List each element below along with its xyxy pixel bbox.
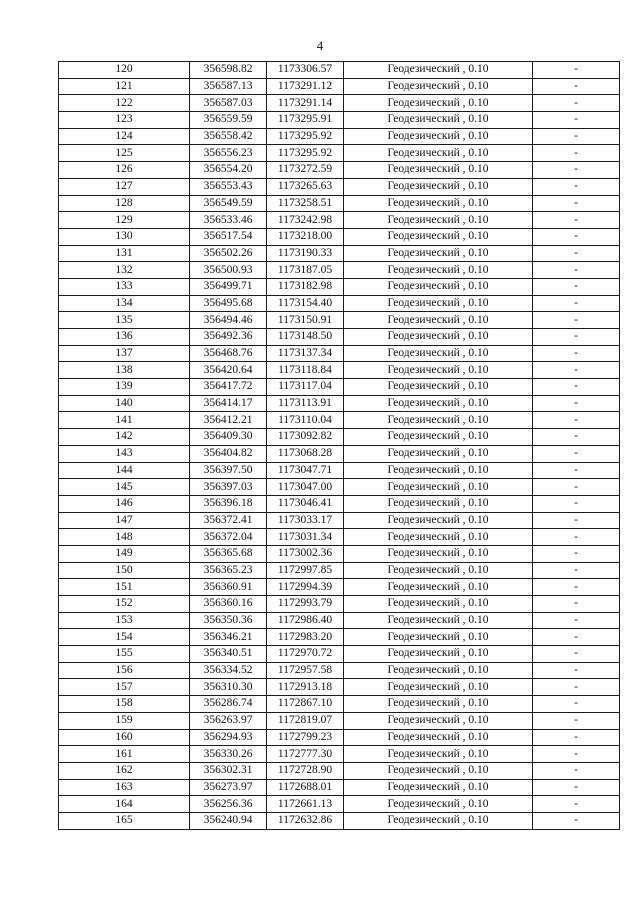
table-row [59, 462, 620, 479]
point-number-cell: 160 [59, 729, 190, 746]
point-description-cell: - [533, 395, 620, 412]
point-description-cell: - [533, 479, 620, 496]
x-coordinate-cell: 356397.03 [190, 479, 267, 496]
method-accuracy-cell: Геодезический , 0.10 [344, 112, 533, 129]
table-row [59, 562, 620, 579]
table-row [59, 646, 620, 663]
point-number-cell: 145 [59, 479, 190, 496]
x-coordinate-cell: 356273.97 [190, 779, 267, 796]
point-number-cell: 125 [59, 145, 190, 162]
point-description-cell: - [533, 295, 620, 312]
point-description-cell: - [533, 62, 620, 79]
table-row [59, 212, 620, 229]
coordinates-table-body [59, 62, 620, 830]
method-accuracy-cell: Геодезический , 0.10 [344, 429, 533, 446]
x-coordinate-cell: 356495.68 [190, 295, 267, 312]
y-coordinate-cell: 1173150.91 [267, 312, 344, 329]
table-row [59, 545, 620, 562]
point-description-cell: - [533, 746, 620, 763]
method-accuracy-cell: Геодезический , 0.10 [344, 662, 533, 679]
x-coordinate-cell: 356397.50 [190, 462, 267, 479]
point-description-cell: - [533, 545, 620, 562]
table-row [59, 312, 620, 329]
y-coordinate-cell: 1173047.71 [267, 462, 344, 479]
method-accuracy-cell: Геодезический , 0.10 [344, 629, 533, 646]
point-number-cell: 147 [59, 512, 190, 529]
method-accuracy-cell: Геодезический , 0.10 [344, 362, 533, 379]
point-number-cell: 127 [59, 178, 190, 195]
point-number-cell: 156 [59, 662, 190, 679]
y-coordinate-cell: 1173137.34 [267, 345, 344, 362]
x-coordinate-cell: 356409.30 [190, 429, 267, 446]
point-number-cell: 123 [59, 112, 190, 129]
point-number-cell: 121 [59, 78, 190, 95]
point-description-cell: - [533, 729, 620, 746]
x-coordinate-cell: 356404.82 [190, 445, 267, 462]
table-row [59, 178, 620, 195]
point-description-cell: - [533, 462, 620, 479]
y-coordinate-cell: 1173291.14 [267, 95, 344, 112]
point-number-cell: 155 [59, 646, 190, 663]
point-description-cell: - [533, 212, 620, 229]
table-row [59, 78, 620, 95]
x-coordinate-cell: 356396.18 [190, 495, 267, 512]
point-description-cell: - [533, 495, 620, 512]
method-accuracy-cell: Геодезический , 0.10 [344, 195, 533, 212]
table-row [59, 112, 620, 129]
point-number-cell: 136 [59, 329, 190, 346]
point-number-cell: 139 [59, 379, 190, 396]
method-accuracy-cell: Геодезический , 0.10 [344, 779, 533, 796]
x-coordinate-cell: 356533.46 [190, 212, 267, 229]
point-number-cell: 130 [59, 228, 190, 245]
y-coordinate-cell: 1173113.91 [267, 395, 344, 412]
point-description-cell: - [533, 445, 620, 462]
point-number-cell: 153 [59, 612, 190, 629]
coordinates-table [58, 61, 620, 830]
point-description-cell: - [533, 278, 620, 295]
y-coordinate-cell: 1173295.92 [267, 128, 344, 145]
table-row [59, 362, 620, 379]
x-coordinate-cell: 356500.93 [190, 262, 267, 279]
page-number: 4 [316, 38, 324, 53]
point-number-cell: 129 [59, 212, 190, 229]
point-description-cell: - [533, 95, 620, 112]
y-coordinate-cell: 1173118.84 [267, 362, 344, 379]
x-coordinate-cell: 356334.52 [190, 662, 267, 679]
x-coordinate-cell: 356553.43 [190, 178, 267, 195]
y-coordinate-cell: 1173033.17 [267, 512, 344, 529]
y-coordinate-cell: 1172957.58 [267, 662, 344, 679]
point-number-cell: 134 [59, 295, 190, 312]
method-accuracy-cell: Геодезический , 0.10 [344, 729, 533, 746]
method-accuracy-cell: Геодезический , 0.10 [344, 128, 533, 145]
y-coordinate-cell: 1172867.10 [267, 696, 344, 713]
y-coordinate-cell: 1172632.86 [267, 812, 344, 829]
table-row [59, 479, 620, 496]
point-description-cell: - [533, 579, 620, 596]
table-row [59, 295, 620, 312]
point-description-cell: - [533, 762, 620, 779]
method-accuracy-cell: Геодезический , 0.10 [344, 812, 533, 829]
point-description-cell: - [533, 362, 620, 379]
y-coordinate-cell: 1173242.98 [267, 212, 344, 229]
y-coordinate-cell: 1173182.98 [267, 278, 344, 295]
point-number-cell: 142 [59, 429, 190, 446]
table-row [59, 612, 620, 629]
method-accuracy-cell: Геодезический , 0.10 [344, 278, 533, 295]
method-accuracy-cell: Геодезический , 0.10 [344, 412, 533, 429]
method-accuracy-cell: Геодезический , 0.10 [344, 162, 533, 179]
method-accuracy-cell: Геодезический , 0.10 [344, 262, 533, 279]
point-description-cell: - [533, 646, 620, 663]
x-coordinate-cell: 356346.21 [190, 629, 267, 646]
table-row [59, 228, 620, 245]
method-accuracy-cell: Геодезический , 0.10 [344, 746, 533, 763]
method-accuracy-cell: Геодезический , 0.10 [344, 312, 533, 329]
x-coordinate-cell: 356517.54 [190, 228, 267, 245]
x-coordinate-cell: 356330.26 [190, 746, 267, 763]
x-coordinate-cell: 356372.41 [190, 512, 267, 529]
point-description-cell: - [533, 78, 620, 95]
method-accuracy-cell: Геодезический , 0.10 [344, 712, 533, 729]
x-coordinate-cell: 356350.36 [190, 612, 267, 629]
table-row [59, 812, 620, 829]
point-number-cell: 149 [59, 545, 190, 562]
x-coordinate-cell: 356492.36 [190, 329, 267, 346]
point-number-cell: 162 [59, 762, 190, 779]
y-coordinate-cell: 1172819.07 [267, 712, 344, 729]
point-number-cell: 120 [59, 62, 190, 79]
x-coordinate-cell: 356554.20 [190, 162, 267, 179]
point-description-cell: - [533, 629, 620, 646]
table-row [59, 779, 620, 796]
table-row [59, 696, 620, 713]
table-row [59, 512, 620, 529]
y-coordinate-cell: 1172970.72 [267, 646, 344, 663]
x-coordinate-cell: 356499.71 [190, 278, 267, 295]
x-coordinate-cell: 356598.82 [190, 62, 267, 79]
y-coordinate-cell: 1172799.23 [267, 729, 344, 746]
point-description-cell: - [533, 312, 620, 329]
table-row [59, 345, 620, 362]
x-coordinate-cell: 356556.23 [190, 145, 267, 162]
method-accuracy-cell: Геодезический , 0.10 [344, 95, 533, 112]
method-accuracy-cell: Геодезический , 0.10 [344, 529, 533, 546]
y-coordinate-cell: 1173306.57 [267, 62, 344, 79]
table-row [59, 596, 620, 613]
table-row [59, 429, 620, 446]
method-accuracy-cell: Геодезический , 0.10 [344, 345, 533, 362]
point-number-cell: 148 [59, 529, 190, 546]
method-accuracy-cell: Геодезический , 0.10 [344, 462, 533, 479]
x-coordinate-cell: 356468.76 [190, 345, 267, 362]
y-coordinate-cell: 1173047.00 [267, 479, 344, 496]
method-accuracy-cell: Геодезический , 0.10 [344, 329, 533, 346]
x-coordinate-cell: 356420.64 [190, 362, 267, 379]
method-accuracy-cell: Геодезический , 0.10 [344, 562, 533, 579]
point-number-cell: 135 [59, 312, 190, 329]
point-description-cell: - [533, 696, 620, 713]
x-coordinate-cell: 356310.30 [190, 679, 267, 696]
point-number-cell: 126 [59, 162, 190, 179]
method-accuracy-cell: Геодезический , 0.10 [344, 445, 533, 462]
method-accuracy-cell: Геодезический , 0.10 [344, 796, 533, 813]
point-number-cell: 137 [59, 345, 190, 362]
method-accuracy-cell: Геодезический , 0.10 [344, 295, 533, 312]
y-coordinate-cell: 1173187.05 [267, 262, 344, 279]
point-description-cell: - [533, 145, 620, 162]
method-accuracy-cell: Геодезический , 0.10 [344, 78, 533, 95]
y-coordinate-cell: 1173148.50 [267, 329, 344, 346]
method-accuracy-cell: Геодезический , 0.10 [344, 495, 533, 512]
table-row [59, 262, 620, 279]
method-accuracy-cell: Геодезический , 0.10 [344, 579, 533, 596]
method-accuracy-cell: Геодезический , 0.10 [344, 479, 533, 496]
table-row [59, 529, 620, 546]
method-accuracy-cell: Геодезический , 0.10 [344, 145, 533, 162]
x-coordinate-cell: 356372.04 [190, 529, 267, 546]
x-coordinate-cell: 356263.97 [190, 712, 267, 729]
x-coordinate-cell: 356494.46 [190, 312, 267, 329]
point-description-cell: - [533, 228, 620, 245]
point-number-cell: 144 [59, 462, 190, 479]
y-coordinate-cell: 1172993.79 [267, 596, 344, 613]
x-coordinate-cell: 356558.42 [190, 128, 267, 145]
method-accuracy-cell: Геодезический , 0.10 [344, 762, 533, 779]
x-coordinate-cell: 356587.13 [190, 78, 267, 95]
point-description-cell: - [533, 562, 620, 579]
point-description-cell: - [533, 262, 620, 279]
table-row [59, 245, 620, 262]
y-coordinate-cell: 1173031.34 [267, 529, 344, 546]
table-row [59, 796, 620, 813]
point-number-cell: 161 [59, 746, 190, 763]
x-coordinate-cell: 356412.21 [190, 412, 267, 429]
point-description-cell: - [533, 662, 620, 679]
table-row [59, 412, 620, 429]
point-number-cell: 133 [59, 278, 190, 295]
point-number-cell: 165 [59, 812, 190, 829]
point-description-cell: - [533, 779, 620, 796]
point-number-cell: 152 [59, 596, 190, 613]
table-row [59, 278, 620, 295]
x-coordinate-cell: 356240.94 [190, 812, 267, 829]
table-row [59, 162, 620, 179]
x-coordinate-cell: 356365.68 [190, 545, 267, 562]
table-row [59, 95, 620, 112]
point-number-cell: 159 [59, 712, 190, 729]
point-number-cell: 140 [59, 395, 190, 412]
point-number-cell: 158 [59, 696, 190, 713]
y-coordinate-cell: 1173272.59 [267, 162, 344, 179]
table-row [59, 495, 620, 512]
point-description-cell: - [533, 345, 620, 362]
method-accuracy-cell: Геодезический , 0.10 [344, 62, 533, 79]
y-coordinate-cell: 1172728.90 [267, 762, 344, 779]
method-accuracy-cell: Геодезический , 0.10 [344, 596, 533, 613]
x-coordinate-cell: 356340.51 [190, 646, 267, 663]
point-description-cell: - [533, 245, 620, 262]
x-coordinate-cell: 356360.91 [190, 579, 267, 596]
method-accuracy-cell: Геодезический , 0.10 [344, 228, 533, 245]
y-coordinate-cell: 1172994.39 [267, 579, 344, 596]
point-number-cell: 151 [59, 579, 190, 596]
y-coordinate-cell: 1173265.63 [267, 178, 344, 195]
table-row [59, 662, 620, 679]
y-coordinate-cell: 1173092.82 [267, 429, 344, 446]
table-row [59, 145, 620, 162]
method-accuracy-cell: Геодезический , 0.10 [344, 646, 533, 663]
table-row [59, 395, 620, 412]
y-coordinate-cell: 1173117.04 [267, 379, 344, 396]
table-row [59, 762, 620, 779]
point-number-cell: 164 [59, 796, 190, 813]
table-row [59, 729, 620, 746]
method-accuracy-cell: Геодезический , 0.10 [344, 512, 533, 529]
y-coordinate-cell: 1173190.33 [267, 245, 344, 262]
x-coordinate-cell: 356502.26 [190, 245, 267, 262]
y-coordinate-cell: 1172986.40 [267, 612, 344, 629]
point-description-cell: - [533, 195, 620, 212]
point-number-cell: 131 [59, 245, 190, 262]
x-coordinate-cell: 356294.93 [190, 729, 267, 746]
x-coordinate-cell: 356256.36 [190, 796, 267, 813]
point-number-cell: 163 [59, 779, 190, 796]
x-coordinate-cell: 356286.74 [190, 696, 267, 713]
point-number-cell: 128 [59, 195, 190, 212]
point-description-cell: - [533, 679, 620, 696]
y-coordinate-cell: 1173110.04 [267, 412, 344, 429]
x-coordinate-cell: 356559.59 [190, 112, 267, 129]
method-accuracy-cell: Геодезический , 0.10 [344, 545, 533, 562]
y-coordinate-cell: 1172997.85 [267, 562, 344, 579]
point-description-cell: - [533, 512, 620, 529]
point-number-cell: 154 [59, 629, 190, 646]
point-description-cell: - [533, 178, 620, 195]
y-coordinate-cell: 1173295.91 [267, 112, 344, 129]
x-coordinate-cell: 356414.17 [190, 395, 267, 412]
point-description-cell: - [533, 812, 620, 829]
point-number-cell: 146 [59, 495, 190, 512]
point-description-cell: - [533, 529, 620, 546]
point-description-cell: - [533, 796, 620, 813]
method-accuracy-cell: Геодезический , 0.10 [344, 679, 533, 696]
method-accuracy-cell: Геодезический , 0.10 [344, 612, 533, 629]
table-row [59, 629, 620, 646]
x-coordinate-cell: 356587.03 [190, 95, 267, 112]
table-row [59, 445, 620, 462]
method-accuracy-cell: Геодезический , 0.10 [344, 379, 533, 396]
point-description-cell: - [533, 429, 620, 446]
method-accuracy-cell: Геодезический , 0.10 [344, 245, 533, 262]
y-coordinate-cell: 1173002.36 [267, 545, 344, 562]
y-coordinate-cell: 1172777.30 [267, 746, 344, 763]
point-number-cell: 138 [59, 362, 190, 379]
table-row [59, 62, 620, 79]
table-row [59, 128, 620, 145]
point-description-cell: - [533, 162, 620, 179]
point-number-cell: 143 [59, 445, 190, 462]
method-accuracy-cell: Геодезический , 0.10 [344, 395, 533, 412]
table-row [59, 712, 620, 729]
point-number-cell: 132 [59, 262, 190, 279]
point-description-cell: - [533, 596, 620, 613]
table-row [59, 379, 620, 396]
x-coordinate-cell: 356360.16 [190, 596, 267, 613]
table-row [59, 746, 620, 763]
point-description-cell: - [533, 112, 620, 129]
point-description-cell: - [533, 379, 620, 396]
y-coordinate-cell: 1173258.51 [267, 195, 344, 212]
point-description-cell: - [533, 612, 620, 629]
x-coordinate-cell: 356549.59 [190, 195, 267, 212]
table-row [59, 679, 620, 696]
y-coordinate-cell: 1173068.28 [267, 445, 344, 462]
point-number-cell: 157 [59, 679, 190, 696]
table-row [59, 195, 620, 212]
point-number-cell: 124 [59, 128, 190, 145]
point-description-cell: - [533, 712, 620, 729]
y-coordinate-cell: 1172913.18 [267, 679, 344, 696]
y-coordinate-cell: 1173295.92 [267, 145, 344, 162]
y-coordinate-cell: 1172688.01 [267, 779, 344, 796]
method-accuracy-cell: Геодезический , 0.10 [344, 178, 533, 195]
point-number-cell: 122 [59, 95, 190, 112]
table-row [59, 579, 620, 596]
method-accuracy-cell: Геодезический , 0.10 [344, 696, 533, 713]
point-number-cell: 141 [59, 412, 190, 429]
x-coordinate-cell: 356417.72 [190, 379, 267, 396]
y-coordinate-cell: 1173046.41 [267, 495, 344, 512]
x-coordinate-cell: 356302.31 [190, 762, 267, 779]
table-row [59, 329, 620, 346]
y-coordinate-cell: 1172983.20 [267, 629, 344, 646]
y-coordinate-cell: 1173154.40 [267, 295, 344, 312]
y-coordinate-cell: 1172661.13 [267, 796, 344, 813]
point-description-cell: - [533, 329, 620, 346]
point-description-cell: - [533, 412, 620, 429]
y-coordinate-cell: 1173291.12 [267, 78, 344, 95]
point-description-cell: - [533, 128, 620, 145]
point-number-cell: 150 [59, 562, 190, 579]
x-coordinate-cell: 356365.23 [190, 562, 267, 579]
method-accuracy-cell: Геодезический , 0.10 [344, 212, 533, 229]
y-coordinate-cell: 1173218.00 [267, 228, 344, 245]
